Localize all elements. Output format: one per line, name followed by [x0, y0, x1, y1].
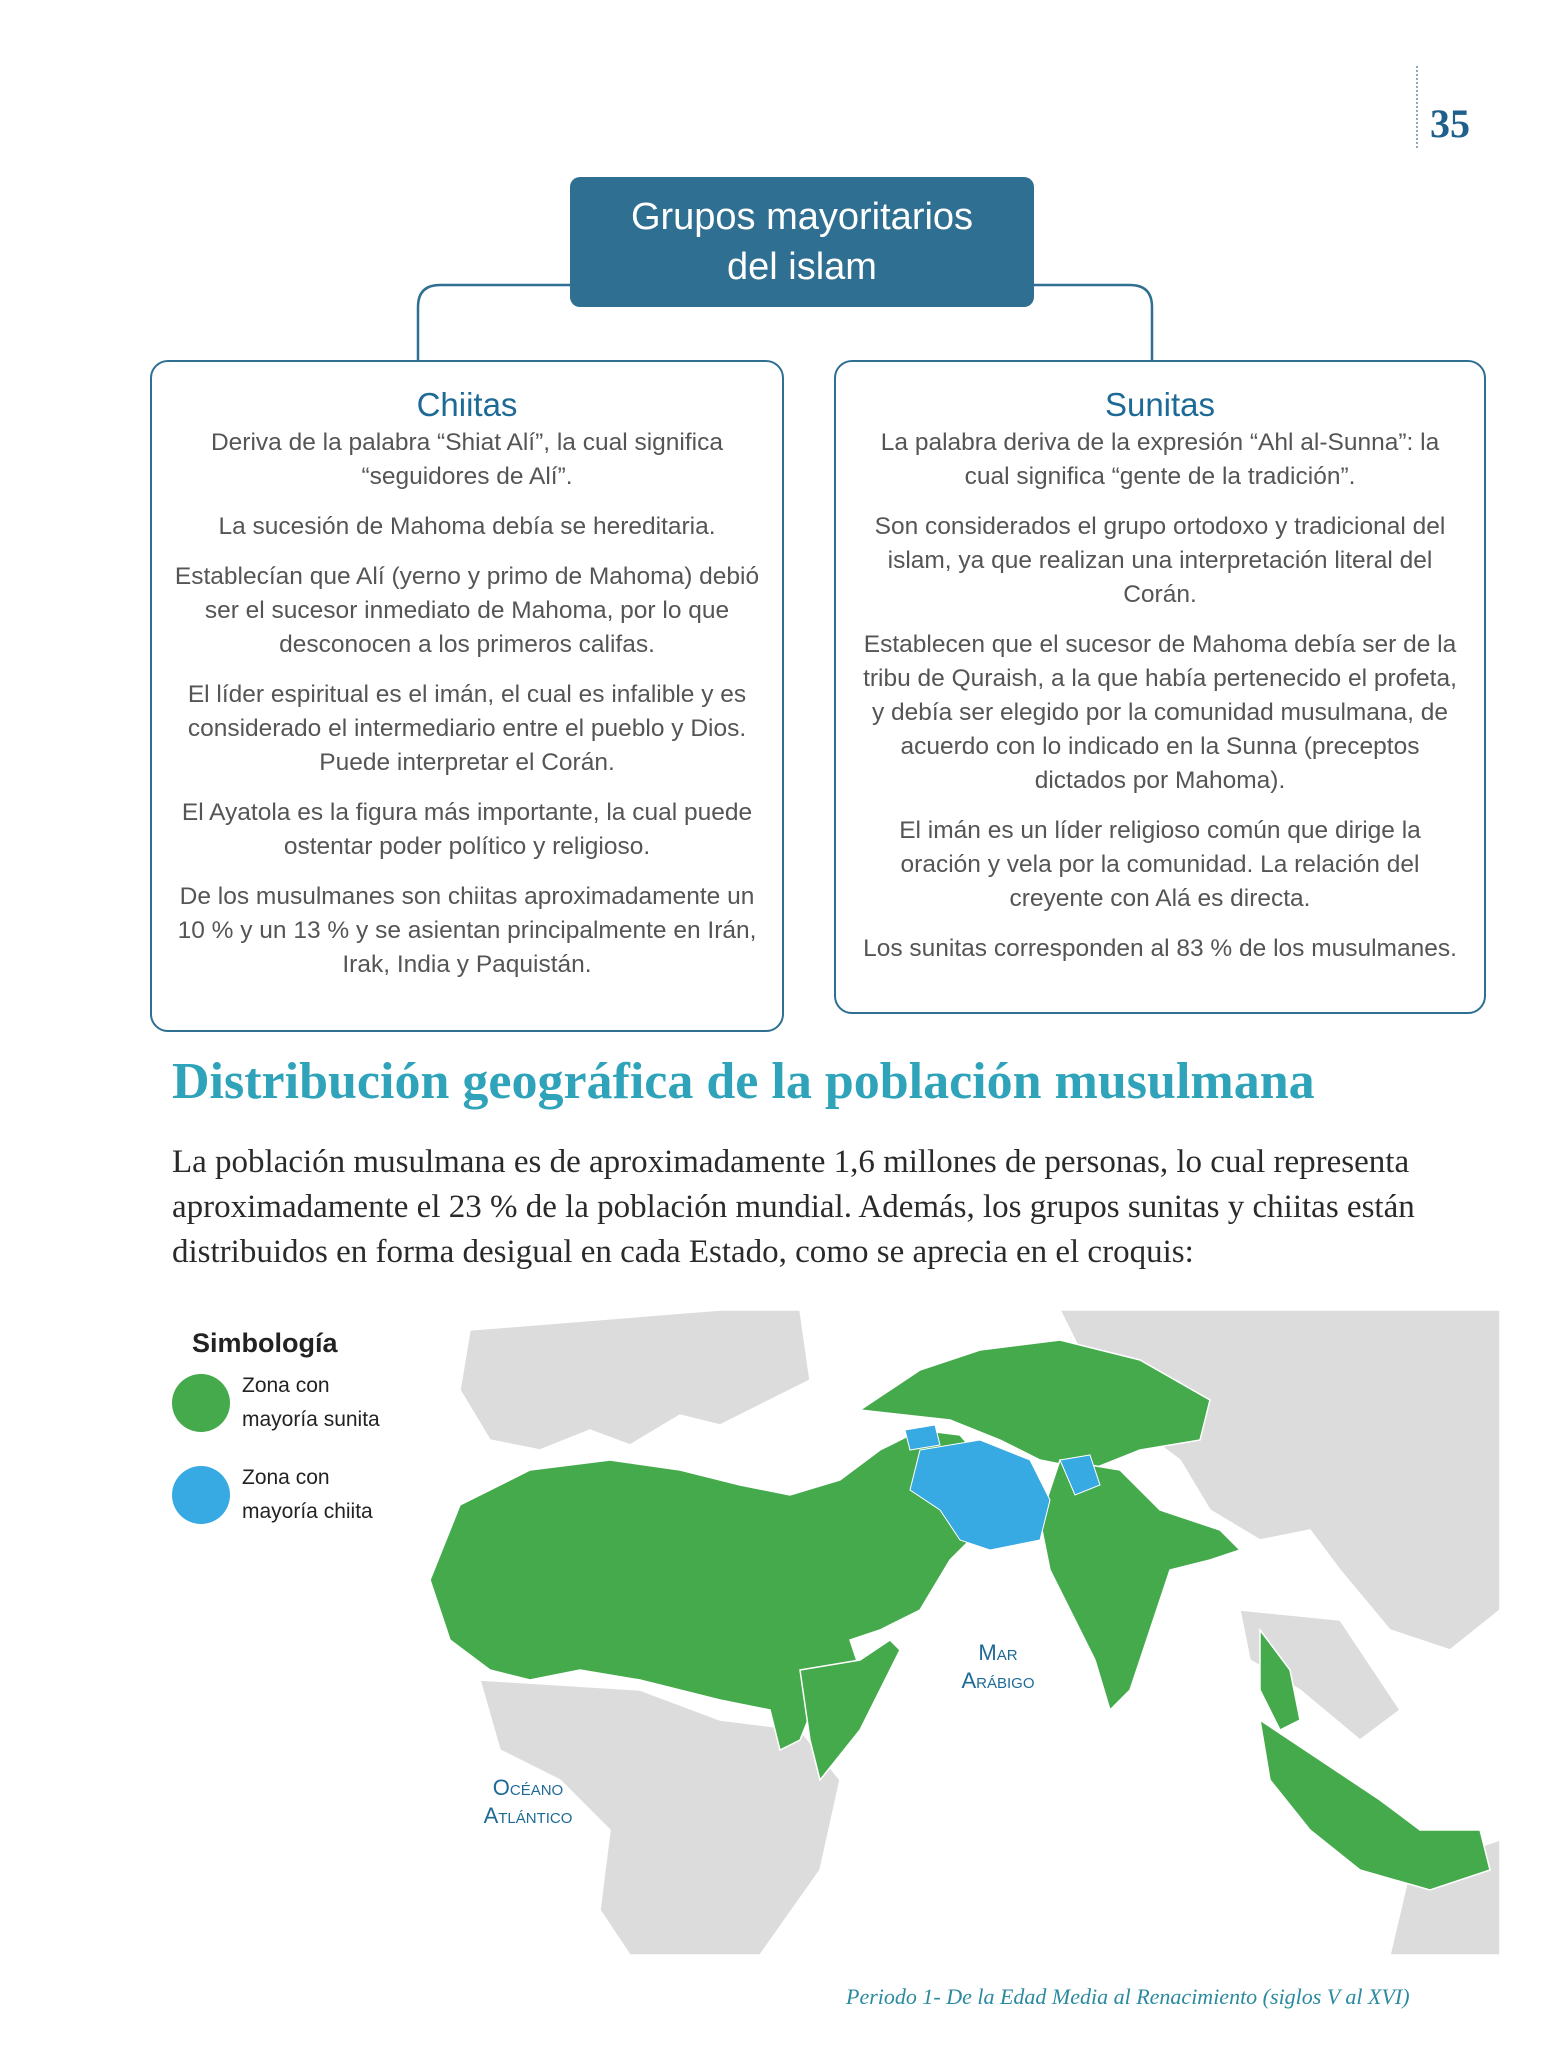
chiitas-paragraph: Deriva de la palabra “Shiat Alí”, la cual significa “seguidores de Alí”. — [210, 429, 724, 490]
section-heading: Distribución geográfica de la población musulmana — [172, 1053, 1315, 1110]
legend-label-shia: Zona con mayoría chiita — [242, 1466, 373, 1523]
sunitas-card — [834, 360, 1486, 1014]
legend-swatch-sunni — [172, 1374, 230, 1432]
section-intro: La población musulmana es de aproximadamente 1,6 millones de personas, lo cual representa aproximadamente el 23 % de la población mundial. Además, los grupos sunitas y chiitas están distribuidos en forma desigual en cada Estado, como se aprecia en el croquis: — [172, 1144, 1415, 1270]
chiitas-paragraph: De los musulmanes son chiitas aproximadamente un 10 % y un 13 % y se asientan principalmente en Irán, Irak, India y Paquistán. — [177, 883, 757, 978]
map-label-mar-arabigo-line1: Mar — [978, 1640, 1018, 1665]
sunitas-paragraph: Son considerados el grupo ortodoxo y tradicional del islam, ya que realizan una interpretación literal del Corán. — [874, 513, 1446, 608]
legend-swatch-shia — [172, 1466, 230, 1524]
diagram-title-line1: Grupos mayoritarios — [630, 196, 974, 238]
chiitas-heading: Chiitas — [416, 386, 518, 423]
map-label-oceano-atlantico-line2: Atlántico — [483, 1803, 573, 1828]
chiitas-paragraph: Establecían que Alí (yerno y primo de Mahoma) debió ser el sucesor inmediato de Mahoma, por lo que desconocen a los primeros califas. — [174, 563, 760, 658]
legend-label-sunni: Zona con mayoría sunita — [242, 1374, 380, 1431]
sunitas-paragraph: El imán es un líder religioso común que dirige la oración y vela por la comunidad. La relación del creyente con Alá es directa. — [899, 817, 1421, 912]
shia-region-azerbaijan — [905, 1425, 940, 1450]
page-footer: Periodo 1- De la Edad Media al Renacimiento (siglos V al XVI) — [846, 1984, 1410, 2009]
chiitas-paragraph: El Ayatola es la figura más importante, la cual puede ostentar poder político y religioso. — [181, 799, 753, 860]
chiitas-card — [150, 360, 784, 1032]
sunitas-paragraph: La palabra deriva de la expresión “Ahl al-Sunna”: la cual significa “gente de la tradición”. — [880, 429, 1440, 490]
page-number: 35 — [1430, 101, 1470, 146]
sunitas-heading: Sunitas — [1104, 386, 1216, 423]
diagram-title — [570, 177, 1034, 307]
map-label-mar-arabigo-line2: Arábigo — [961, 1668, 1035, 1693]
sunitas-paragraph: Establecen que el sucesor de Mahoma debía ser de la tribu de Quraish, a la que había pertenecido el profeta, y debía ser elegido por la comunidad musulmana, de acuerdo con lo indicado en la Sunna (preceptos dictados por Mahoma). — [863, 631, 1457, 794]
map-legend — [172, 1328, 422, 1553]
connector-right — [1034, 285, 1152, 363]
legend-title: Simbología — [192, 1328, 338, 1358]
connector-left — [418, 285, 570, 363]
chiitas-paragraph: El líder espiritual es el imán, el cual es infalible y es considerado el intermediario entre el pueblo y Dios. Puede interpretar el Corán. — [187, 681, 747, 776]
legend-item-sunni — [172, 1369, 422, 1437]
map-label-oceano-atlantico-line1: Océano — [492, 1775, 564, 1800]
diagram-title-line2: del islam — [727, 246, 877, 288]
chiitas-paragraph: La sucesión de Mahoma debía se hereditaria. — [218, 513, 716, 540]
legend-item-shia — [172, 1461, 422, 1529]
sunitas-paragraph: Los sunitas corresponden al 83 % de los musulmanes. — [863, 935, 1457, 962]
